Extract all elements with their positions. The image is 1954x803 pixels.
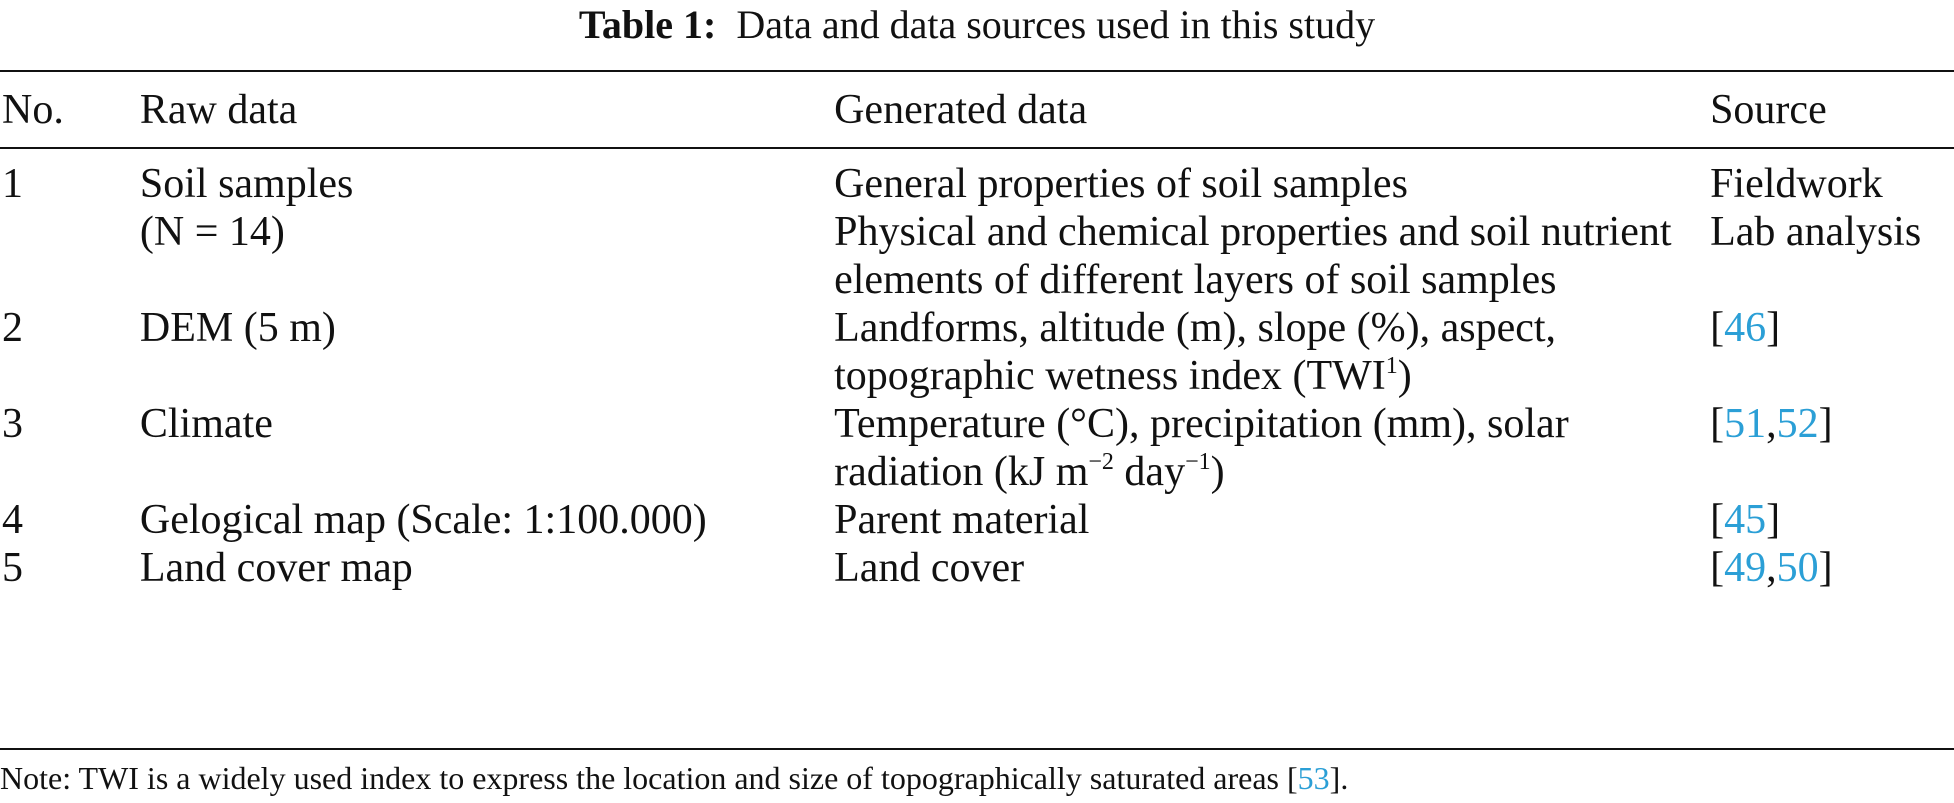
raw-data-cell: Gelogical map (Scale: 1:100.000) [139, 497, 707, 543]
reference-link[interactable]: 52 [1776, 401, 1819, 447]
generated-data-text [834, 400, 1694, 496]
raw-data-cell: (N = 14) [139, 209, 285, 255]
generated-data-cell [834, 496, 1710, 544]
table-row [0, 496, 1954, 544]
generated-data-text: General properties of soil samples [834, 161, 1408, 207]
data-sources-table [0, 72, 1954, 592]
generated-data-part: Landforms, altitude (m), slope (%), aspect, topographic wetness index (TWI [834, 305, 1557, 399]
table-header-row [0, 72, 1954, 147]
bracket-open: [ [1710, 497, 1725, 543]
raw-data-cell: DEM (5 m) [139, 305, 336, 351]
row-number: 1 [2, 161, 23, 207]
row-number [0, 208, 140, 304]
header-raw-data: Raw data [139, 87, 298, 133]
reference-link[interactable]: 51 [1724, 401, 1767, 447]
bracket-close: ] [1818, 545, 1833, 591]
source-cell: Fieldwork [1710, 161, 1883, 207]
row-number: 3 [2, 401, 23, 447]
exponent: −2 [1088, 449, 1114, 475]
generated-data-cell [834, 208, 1710, 304]
footnote-mark: 1 [1385, 353, 1398, 379]
table-note [0, 758, 1348, 798]
bracket-close: ] [1818, 401, 1833, 447]
raw-data-cell: Climate [139, 401, 273, 447]
bracket-open: [ [1710, 545, 1725, 591]
source-cell: Lab analysis [1710, 209, 1922, 255]
table-row [0, 147, 1954, 208]
generated-data-part: ) [1210, 449, 1225, 495]
header-no: No. [2, 87, 64, 133]
note-text: Note: TWI is a widely used index to express the location and size of topographically saturated areas [ [0, 760, 1298, 796]
generated-data-cell [834, 544, 1710, 592]
source-cell [1710, 496, 1954, 544]
reference-link[interactable]: 53 [1297, 760, 1330, 796]
table-row [0, 544, 1954, 592]
table-caption [0, 0, 1954, 48]
source-cell [1710, 304, 1954, 400]
generated-data-text [834, 304, 1694, 400]
table-row [0, 208, 1954, 304]
header-generated-data: Generated data [834, 87, 1088, 133]
raw-data-cell: Soil samples [139, 161, 354, 207]
generated-data-text: Parent material [834, 497, 1090, 543]
header-source: Source [1710, 87, 1827, 133]
generated-data-cell [834, 304, 1710, 400]
caption-label: Table 1: [578, 2, 717, 47]
reference-link[interactable]: 49 [1724, 545, 1767, 591]
note-end: ]. [1329, 760, 1349, 796]
reference-link[interactable]: 45 [1724, 497, 1767, 543]
table-row [0, 304, 1954, 400]
generated-data-part: ) [1397, 353, 1412, 399]
row-number: 2 [2, 305, 23, 351]
bracket-open: [ [1710, 305, 1725, 351]
reference-link[interactable]: 50 [1776, 545, 1819, 591]
generated-data-text: Land cover [834, 545, 1025, 591]
exponent: −1 [1185, 449, 1211, 475]
bracket-open: [ [1710, 401, 1725, 447]
caption-text: Data and data sources used in this study [736, 2, 1376, 47]
reference-separator: , [1766, 401, 1777, 447]
source-cell [1710, 544, 1954, 592]
generated-data-part: Temperature (°C), precipitation (mm), solar radiation (kJ m [834, 401, 1569, 495]
generated-data-cell [834, 147, 1710, 208]
reference-link[interactable]: 46 [1724, 305, 1767, 351]
bracket-close: ] [1766, 305, 1781, 351]
raw-data-cell: Land cover map [139, 545, 413, 591]
source-cell [1710, 400, 1954, 496]
bracket-close: ] [1766, 497, 1781, 543]
row-number: 4 [2, 497, 23, 543]
reference-separator: , [1766, 545, 1777, 591]
row-number: 5 [2, 545, 23, 591]
bottom-rule [0, 748, 1954, 750]
generated-data-text: Physical and chemical properties and soil nutrient elements of different layers of soil samples [834, 209, 1672, 303]
table-row [0, 400, 1954, 496]
generated-data-part: day [1113, 449, 1186, 495]
generated-data-cell [834, 400, 1710, 496]
